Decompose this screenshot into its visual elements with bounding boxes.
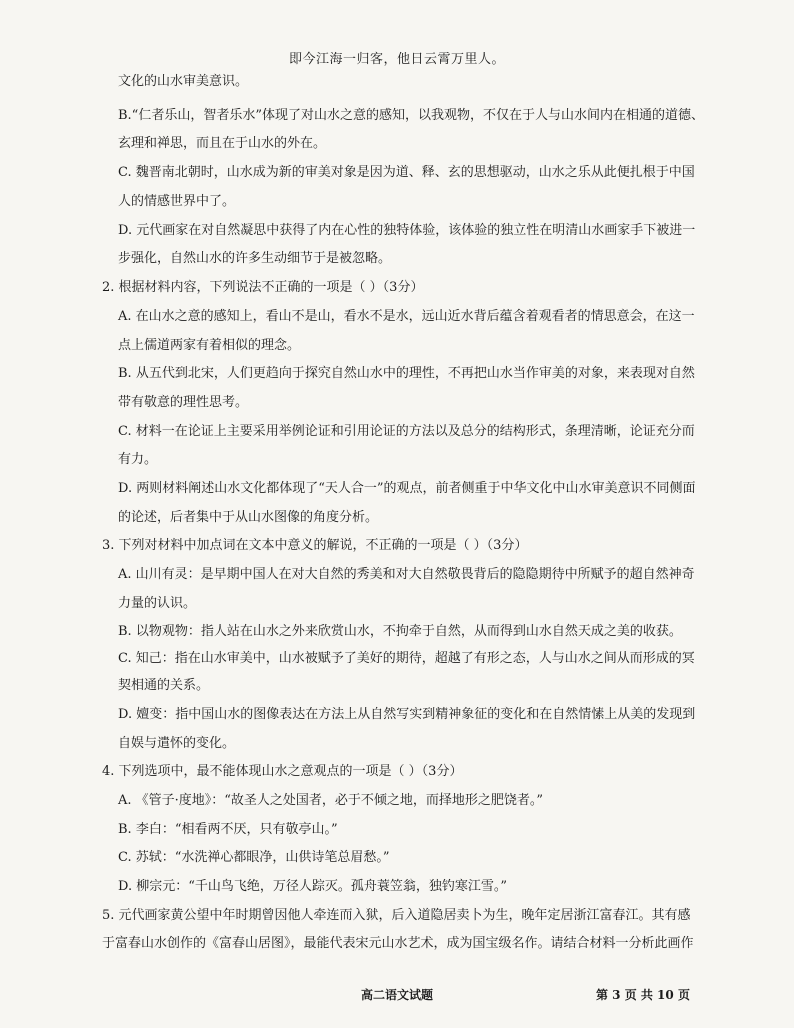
text-line: D. 柳宗元：“千山鸟飞绝，万径人踪灭。孤舟蓑笠翁，独钓寒江雪。”: [118, 879, 508, 894]
text-line: A. 《管子·度地》：“故圣人之处国者，必于不倾之地，而择地形之肥饶者。”: [118, 793, 544, 808]
text-line: B. 以物观物：指人站在山水之外来欣赏山水，不拘牵于自然，从而得到山水自然天成之美的收获。: [118, 624, 682, 639]
text-line: 契相通的关系。: [118, 678, 210, 693]
text-line: C. 材料一在论证上主要采用举例论证和引用论证的方法以及总分的结构形式，条理清晰，论证充分而: [118, 424, 695, 439]
footer-title: 高二语文试题: [360, 988, 433, 1002]
text-line: D. 元代画家在对自然凝思中获得了内在心性的独特体验，该体验的独立性在明清山水画家手下被进一: [118, 223, 696, 238]
text-line: A. 山川有灵：是早期中国人在对大自然的秀美和对大自然敬畏背后的隐隐期待中所赋予的超自然神奇: [118, 567, 695, 582]
page-motto: 即今江海一归客，他日云霄万里人。: [288, 52, 505, 67]
text-line: C. 苏轼：“水洗禅心都眼净，山供诗笔总眉愁。”: [118, 850, 390, 865]
text-line: 于富春山水创作的《富春山居图》，最能代表宋元山水艺术，成为国宝级名作。请结合材料一分析此画作: [102, 936, 694, 951]
text-line: 力量的认识。: [118, 596, 197, 611]
text-line: 带有敬意的理性思考。: [118, 395, 249, 410]
text-line: 玄理和禅思，而且在于山水的外在。: [118, 136, 327, 151]
footer-page-number: 第 3 页 共 10 页: [596, 988, 690, 1002]
text-line: 的论述，后者集中于从山水图像的角度分析。: [118, 510, 379, 525]
text-line: D. 两则材料阐述山水文化都体现了“天人合一”的观点，前者侧重于中华文化中山水审美意识不同侧面: [118, 481, 696, 496]
text-line: D. 嬗变：指中国山水的图像表达在方法上从自然写实到精神象征的变化和在自然情愫上从美的发现到: [118, 707, 696, 722]
text-line: 有力。: [118, 452, 158, 467]
text-line: 文化的山水审美意识。: [118, 74, 249, 89]
text-line: A. 在山水之意的感知上，看山不是山，看水不是水，远山近水背后蕴含着观看者的情思意会，在这一: [118, 309, 695, 324]
text-line: B.“仁者乐山，智者乐水”体现了对山水之意的感知，以我观物，不仅在于人与山水间内在相通的道德、: [118, 108, 704, 123]
text-line: 步强化，自然山水的许多生动细节于是被忽略。: [118, 251, 392, 266]
text-line: 4. 下列选项中，最不能体现山水之意观点的一项是（ ）（3分）: [102, 764, 463, 779]
text-line: B. 从五代到北宋，人们更趋向于探究自然山水中的理性，不再把山水当作审美的对象，来表现对自然: [118, 366, 695, 381]
text-line: 点上儒道两家有着相似的理念。: [118, 338, 301, 353]
text-line: C. 知己：指在山水审美中，山水被赋予了美好的期待，超越了有形之态，人与山水之间从而形成的冥: [118, 651, 695, 666]
text-line: B. 李白：“相看两不厌，只有敬亭山。”: [118, 822, 338, 837]
text-line: 自娱与遣怀的变化。: [118, 736, 236, 751]
text-line: C. 魏晋南北朝时，山水成为新的审美对象是因为道、释、玄的思想驱动，山水之乐从此便扎根于中国: [118, 165, 695, 180]
text-line: 3. 下列对材料中加点词在文本中意义的解说，不正确的一项是（ ）（3分）: [102, 538, 528, 553]
text-line: 人的情感世界中了。: [118, 194, 236, 209]
text-line: 2. 根据材料内容，下列说法不正确的一项是（ ）（3分）: [102, 280, 424, 295]
text-line: 5. 元代画家黄公望中年时期曾因他人牵连而入狱，后入道隐居卖卜为生，晚年定居浙江富春江。其有感: [102, 908, 691, 923]
